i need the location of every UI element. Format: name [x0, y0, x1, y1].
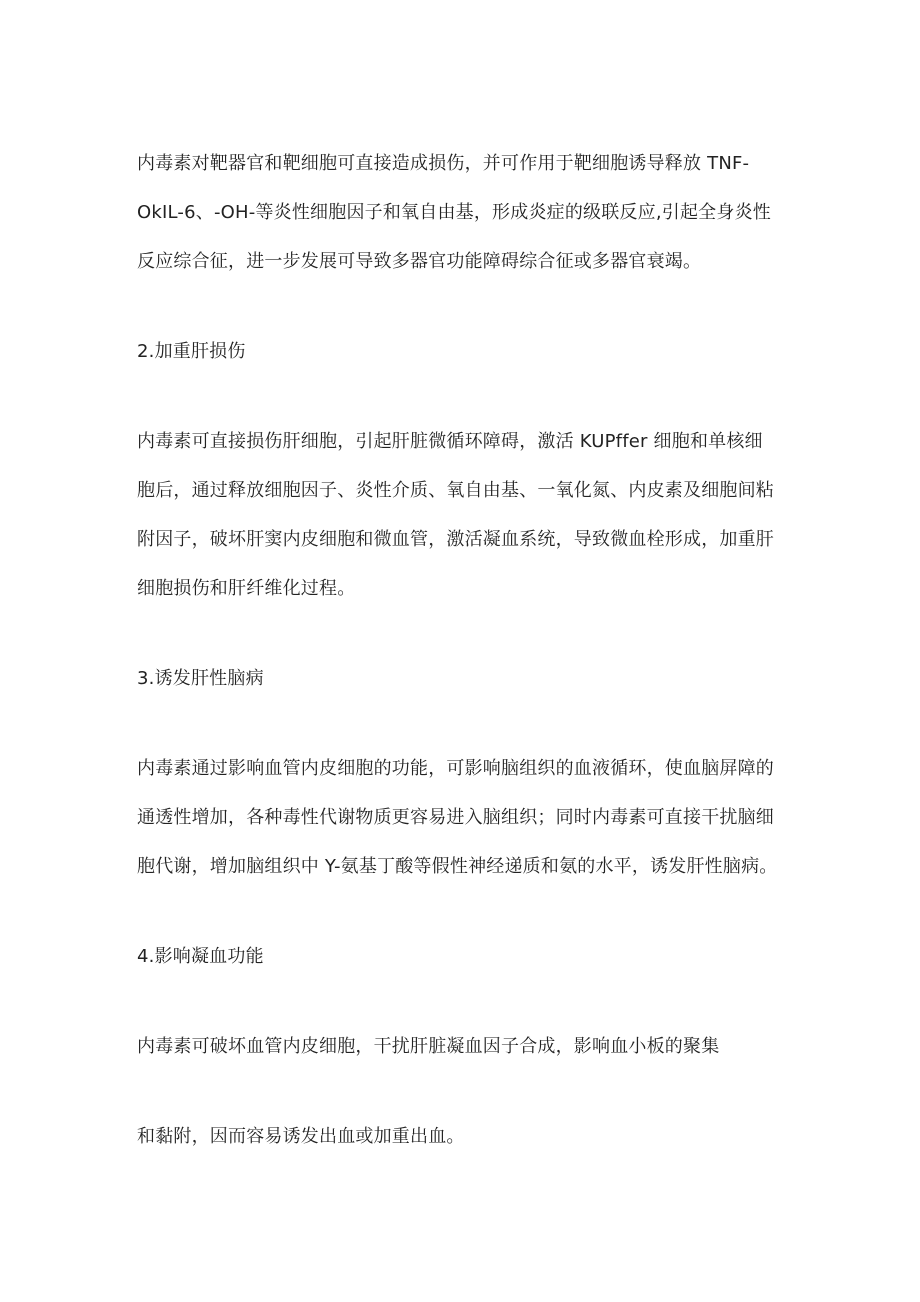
section-heading-3: 3.诱发肝性脑病 [137, 668, 264, 689]
paragraph-1-line-3: 反应综合征，进一步发展可导致多器官功能障碍综合征或多器官衰竭。 [137, 251, 702, 272]
paragraph-2-line-2: 胞后，通过释放细胞因子、炎性介质、氧自由基、一氧化氮、内皮素及细胞间粘 [137, 480, 774, 501]
paragraph-3-line-2: 通透性增加，各种毒性代谢物质更容易进入脑组织；同时内毒素可直接干扰脑细 [137, 807, 774, 828]
paragraph-3-line-3: 胞代谢，增加脑组织中 Y-氨基丁酸等假性神经递质和氨的水平，诱发肝性脑病。 [137, 856, 778, 877]
section-heading-2: 2.加重肝损伤 [137, 341, 246, 362]
paragraph-1-line-1: 内毒素对靶器官和靶细胞可直接造成损伤，并可作用于靶细胞诱导释放 TNF- [137, 153, 750, 174]
paragraph-2-line-3: 附因子，破坏肝窦内皮细胞和微血管，激活凝血系统，导致微血栓形成，加重肝 [137, 529, 774, 550]
paragraph-4-line-1: 内毒素可破坏血管内皮细胞，干扰肝脏凝血因子合成，影响血小板的聚集 [137, 1036, 720, 1057]
paragraph-2-line-4: 细胞损伤和肝纤维化过程。 [137, 578, 356, 599]
paragraph-3-line-1: 内毒素通过影响血管内皮细胞的功能，可影响脑组织的血液循环，使血脑屏障的 [137, 758, 774, 779]
paragraph-1-line-2: OkIL-6、-OH-等炎性细胞因子和氧自由基，形成炎症的级联反应,引起全身炎性 [137, 202, 771, 223]
section-heading-4: 4.影响凝血功能 [137, 946, 264, 967]
paragraph-4-line-2: 和黏附，因而容易诱发出血或加重出血。 [137, 1126, 465, 1147]
paragraph-2-line-1: 内毒素可直接损伤肝细胞，引起肝脏微循环障碍，激活 KUPffer 细胞和单核细 [137, 431, 763, 452]
